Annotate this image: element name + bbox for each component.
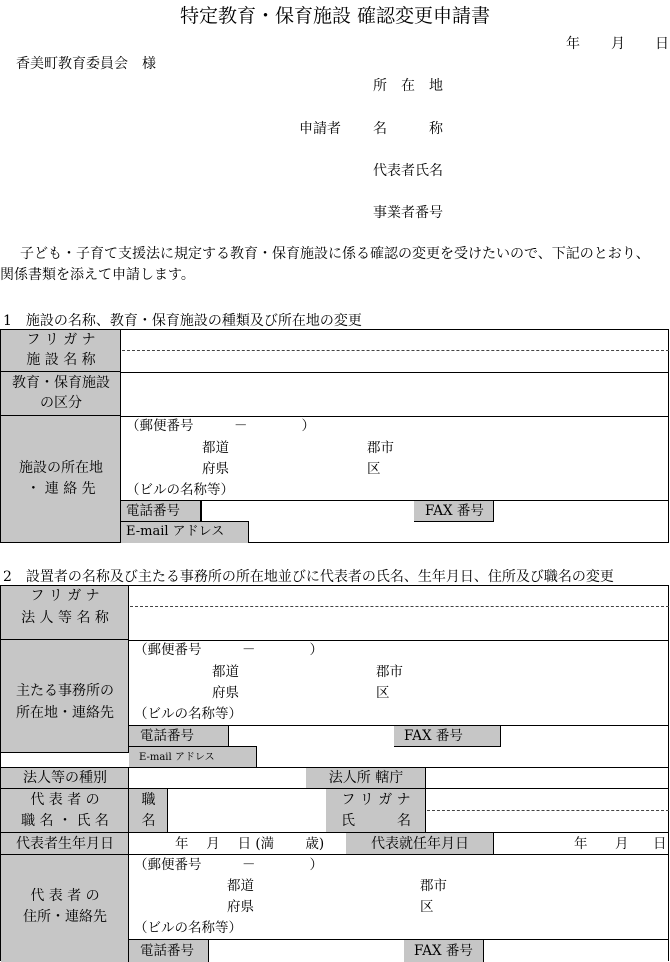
s1-category-label-2: の区分 bbox=[40, 395, 82, 411]
s1-facility-name-label: 施 設 名 称 bbox=[26, 352, 96, 368]
s2-rep-building: （ビルの名称等） bbox=[134, 920, 242, 936]
applicant-label: 申請者 bbox=[299, 121, 341, 137]
s2-job-label-2: 名 bbox=[141, 813, 156, 829]
s1-address-label-1: 施設の所在地 bbox=[19, 460, 103, 476]
s1-row-line bbox=[121, 372, 669, 373]
applicant-representative-label: 代表者氏名 bbox=[373, 163, 443, 179]
s1-email-label: E-mail アドレス bbox=[126, 524, 225, 539]
s2-gunshi: 郡市 bbox=[376, 664, 403, 680]
section2-table bbox=[0, 585, 669, 961]
s1-fax-label: FAX 番号 bbox=[425, 503, 484, 519]
s1-building: （ビルの名称等） bbox=[126, 482, 234, 498]
s2-rep-birth-label: 代表者生年月日 bbox=[16, 836, 114, 852]
s1-category-label-1: 教育・保育施設 bbox=[12, 375, 110, 391]
s2-fuken: 府県 bbox=[212, 685, 239, 701]
s2-rep-furigana-divider bbox=[427, 810, 669, 811]
s2-todou: 都道 bbox=[212, 664, 239, 680]
s1-fuken: 府県 bbox=[202, 461, 229, 477]
s2-fax-label: FAX 番号 bbox=[404, 728, 463, 744]
addressee: 香美町教育委員会 様 bbox=[16, 56, 156, 72]
s2-phone-label: 電話番号 bbox=[140, 728, 194, 744]
s2-rep-postal-code: （郵便番号 － ） bbox=[134, 857, 323, 873]
s2-start-day: 日 bbox=[653, 836, 667, 852]
s1-phone-line bbox=[121, 500, 669, 501]
s2-start-month: 月 bbox=[615, 836, 629, 852]
s2-rep-addr-label-1: 代 表 者 の bbox=[30, 888, 100, 904]
s2-rep-ku: 区 bbox=[420, 899, 434, 915]
page-title: 特定教育・保育施設 確認変更申請書 bbox=[179, 5, 491, 27]
s1-phone-label: 電話番号 bbox=[126, 503, 180, 519]
s1-todou: 都道 bbox=[202, 440, 229, 456]
s2-furigana-label: フ リ ガ ナ bbox=[30, 588, 100, 604]
s1-furigana-label: フ リ ガ ナ bbox=[26, 332, 96, 348]
s2-corp-type-label: 法人等の種別 bbox=[23, 770, 107, 786]
s2-email-label: E-mail アドレス bbox=[139, 752, 215, 763]
s1-gunshi: 郡市 bbox=[367, 440, 394, 456]
s2-furigana-divider bbox=[130, 606, 669, 607]
s2-rep-furigana-label: フ リ ガ ナ bbox=[341, 792, 411, 808]
s2-birth-value: 年 月 日 (満 歳) bbox=[175, 836, 325, 852]
s2-rep-start-label: 代表就任年月日 bbox=[371, 836, 469, 852]
s2-corp-name-label: 法 人 等 名 称 bbox=[21, 610, 109, 626]
section1-heading: 1 施設の名称、教育・保育施設の種類及び所在地の変更 bbox=[3, 313, 362, 329]
s2-office-label-2: 所在地・連絡先 bbox=[16, 705, 114, 721]
s2-job-label-1: 職 bbox=[141, 792, 156, 808]
s2-rep-addr-label-2: 住所・連絡先 bbox=[23, 909, 107, 925]
applicant-address-label: 所 在 地 bbox=[373, 78, 443, 94]
s2-rep-todou: 都道 bbox=[227, 878, 254, 894]
s2-corp-office-label: 法人所 轄庁 bbox=[328, 770, 404, 786]
s2-office-label-1: 主たる事務所の bbox=[16, 683, 114, 699]
s2-postal-code: （郵便番号 － ） bbox=[134, 642, 323, 658]
s2-rep-fax-label: FAX 番号 bbox=[414, 943, 473, 959]
s1-ku: 区 bbox=[367, 461, 381, 477]
section2-heading: 2 設置者の名称及び主たる事務所の所在地並びに代表者の氏名、生年月日、住所及び職名の変更 bbox=[3, 569, 614, 585]
date-day: 日 bbox=[655, 36, 669, 52]
s2-rep-title-label-2: 職 名 ・ 氏 名 bbox=[21, 813, 109, 829]
s2-rep-gunshi: 郡市 bbox=[420, 878, 447, 894]
s2-ku: 区 bbox=[376, 685, 390, 701]
intro-text-line1: 子ども・子育て支援法に規定する教育・保育施設に係る確認の変更を受けたいので、下記のとおり、 bbox=[20, 246, 650, 262]
applicant-name-label: 名 称 bbox=[373, 121, 443, 137]
s2-rep-name-label: 氏 名 bbox=[341, 813, 411, 829]
section1-table bbox=[0, 329, 669, 543]
s2-building: （ビルの名称等） bbox=[134, 706, 242, 722]
s1-address-label-2: ・ 連 絡 先 bbox=[26, 481, 96, 497]
s2-start-year: 年 bbox=[574, 836, 588, 852]
s2-rep-phone-label: 電話番号 bbox=[140, 943, 194, 959]
s2-rep-phone-line bbox=[129, 939, 669, 940]
s1-furigana-divider bbox=[122, 350, 669, 351]
intro-text-line2: 関係書類を添えて申請します。 bbox=[0, 267, 195, 283]
s1-divider bbox=[201, 501, 202, 522]
date-year: 年 bbox=[566, 36, 580, 52]
date-month: 月 bbox=[611, 36, 625, 52]
s2-rep-fuken: 府県 bbox=[227, 899, 254, 915]
s2-rep-title-label-1: 代 表 者 の bbox=[30, 792, 100, 808]
applicant-business-number-label: 事業者番号 bbox=[373, 205, 443, 221]
s1-postal-code: （郵便番号 － ） bbox=[126, 418, 315, 434]
